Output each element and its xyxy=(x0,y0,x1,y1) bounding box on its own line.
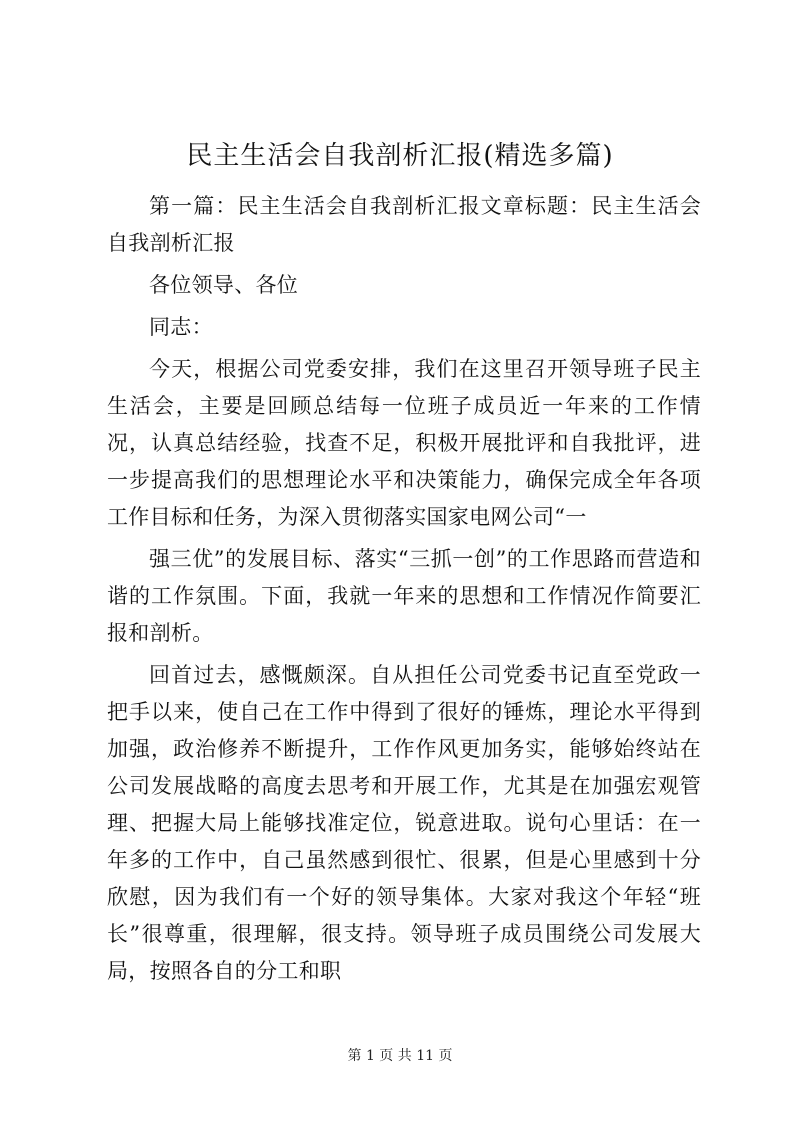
paragraph-3: 同志： xyxy=(149,315,213,339)
paragraph-5: 强三优”的发展目标、落实“三抓一创”的工作思路而营造和谐的工作氛围。下面，我就一年来的思想和工作情况作简要汇报和剖析。 xyxy=(107,547,701,645)
paragraph-6: 回首过去，感慨颇深。自从担任公司党委书记直至党政一把手以来，使自己在工作中得到了很好的锤炼，理论水平得到加强，政治修养不断提升，工作作风更加务实，能够始终站在公司发展战略的高度去思考和开展工作，尤其是在加强宏观管理、把握大局上能够找准定位，锐意进取。说句心里话：在一年多的工作中，自己虽然感到很忙、很累，但是心里感到十分欣慰，因为我们有一个好的领导集体。大家对我这个年轻“班长”很尊重，很理解，很支持。领导班子成员围绕公司发展大局，按照各自的分工和职 xyxy=(107,663,701,983)
document-body xyxy=(107,188,701,995)
paragraph-2: 各位领导、各位 xyxy=(149,273,299,297)
paragraph-4: 今天，根据公司党委安排，我们在这里召开领导班子民主生活会，主要是回顾总结每一位班子成员近一年来的工作情况，认真总结经验，找查不足，积极开展批评和自我批评，进一步提高我们的思想理论水平和决策能力，确保完成全年各项工作目标和任务，为深入贯彻落实国家电网公司“一 xyxy=(107,357,701,529)
paragraph-1: 第一篇：民主生活会自我剖析汇报文章标题：民主生活会自我剖析汇报 xyxy=(107,194,701,255)
page-number-footer: 第 1 页 共 11 页 xyxy=(347,1048,453,1064)
document-title: 民主生活会自我剖析汇报(精选多篇) xyxy=(186,141,614,171)
